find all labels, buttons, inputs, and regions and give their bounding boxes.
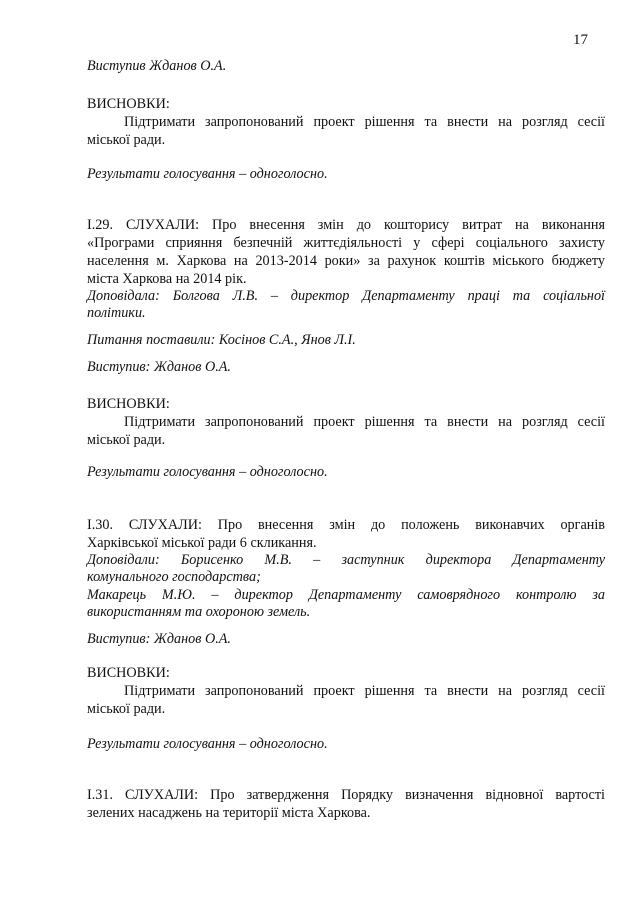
item-heading: І.29. СЛУХАЛИ: Про внесення змін до кошторису витрат на виконання	[87, 217, 605, 233]
conclusions-heading: ВИСНОВКИ:	[87, 396, 170, 412]
item-text: зелених насаджень на території міста Харкова.	[87, 805, 371, 821]
speaker-line: Виступив: Жданов О.А.	[87, 631, 231, 647]
voting-result: Результати голосування – одноголосно.	[87, 736, 328, 752]
voting-result: Результати голосування – одноголосно.	[87, 464, 328, 480]
reporter-line: комунального господарства;	[87, 569, 261, 585]
voting-result: Результати голосування – одноголосно.	[87, 166, 328, 182]
item-text: «Програми сприяння безпечній життєдіяльності у сфері соціального захисту	[87, 235, 605, 251]
item-heading: І.31. СЛУХАЛИ: Про затвердження Порядку визначення відновної вартості	[87, 787, 605, 803]
conclusions-heading: ВИСНОВКИ:	[87, 665, 170, 681]
conclusion-text: Підтримати запропонований проект рішення та внести на розгляд сесії	[124, 114, 605, 130]
reporter-line: Доповідала: Болгова Л.В. – директор Департаменту праці та соціальної	[87, 288, 605, 304]
conclusion-text: Підтримати запропонований проект рішення та внести на розгляд сесії	[124, 414, 605, 430]
reporter-line: політики.	[87, 305, 146, 321]
reporter-line: Доповідали: Борисенко М.В. – заступник директора Департаменту	[87, 552, 605, 568]
reporter-line: Макарець М.Ю. – директор Департаменту самоврядного контролю за	[87, 587, 605, 603]
speaker-line: Виступив Жданов О.А.	[87, 58, 227, 74]
reporter-line: використанням та охороною земель.	[87, 604, 311, 620]
item-text: Харківської міської ради 6 скликання.	[87, 535, 317, 551]
conclusion-text: міської ради.	[87, 701, 166, 717]
speaker-line: Виступив: Жданов О.А.	[87, 359, 231, 375]
conclusion-text: міської ради.	[87, 132, 166, 148]
item-text: міста Харкова на 2014 рік.	[87, 271, 247, 287]
page-number: 17	[573, 32, 588, 48]
conclusions-heading: ВИСНОВКИ:	[87, 96, 170, 112]
conclusion-text: міської ради.	[87, 432, 166, 448]
item-text: населення м. Харкова на 2013-2014 роки» за рахунок коштів міського бюджету	[87, 253, 605, 269]
item-heading: І.30. СЛУХАЛИ: Про внесення змін до положень виконавчих органів	[87, 517, 605, 533]
conclusion-text: Підтримати запропонований проект рішення та внести на розгляд сесії	[124, 683, 605, 699]
questions-line: Питання поставили: Косінов С.А., Янов Л.І.	[87, 332, 356, 348]
